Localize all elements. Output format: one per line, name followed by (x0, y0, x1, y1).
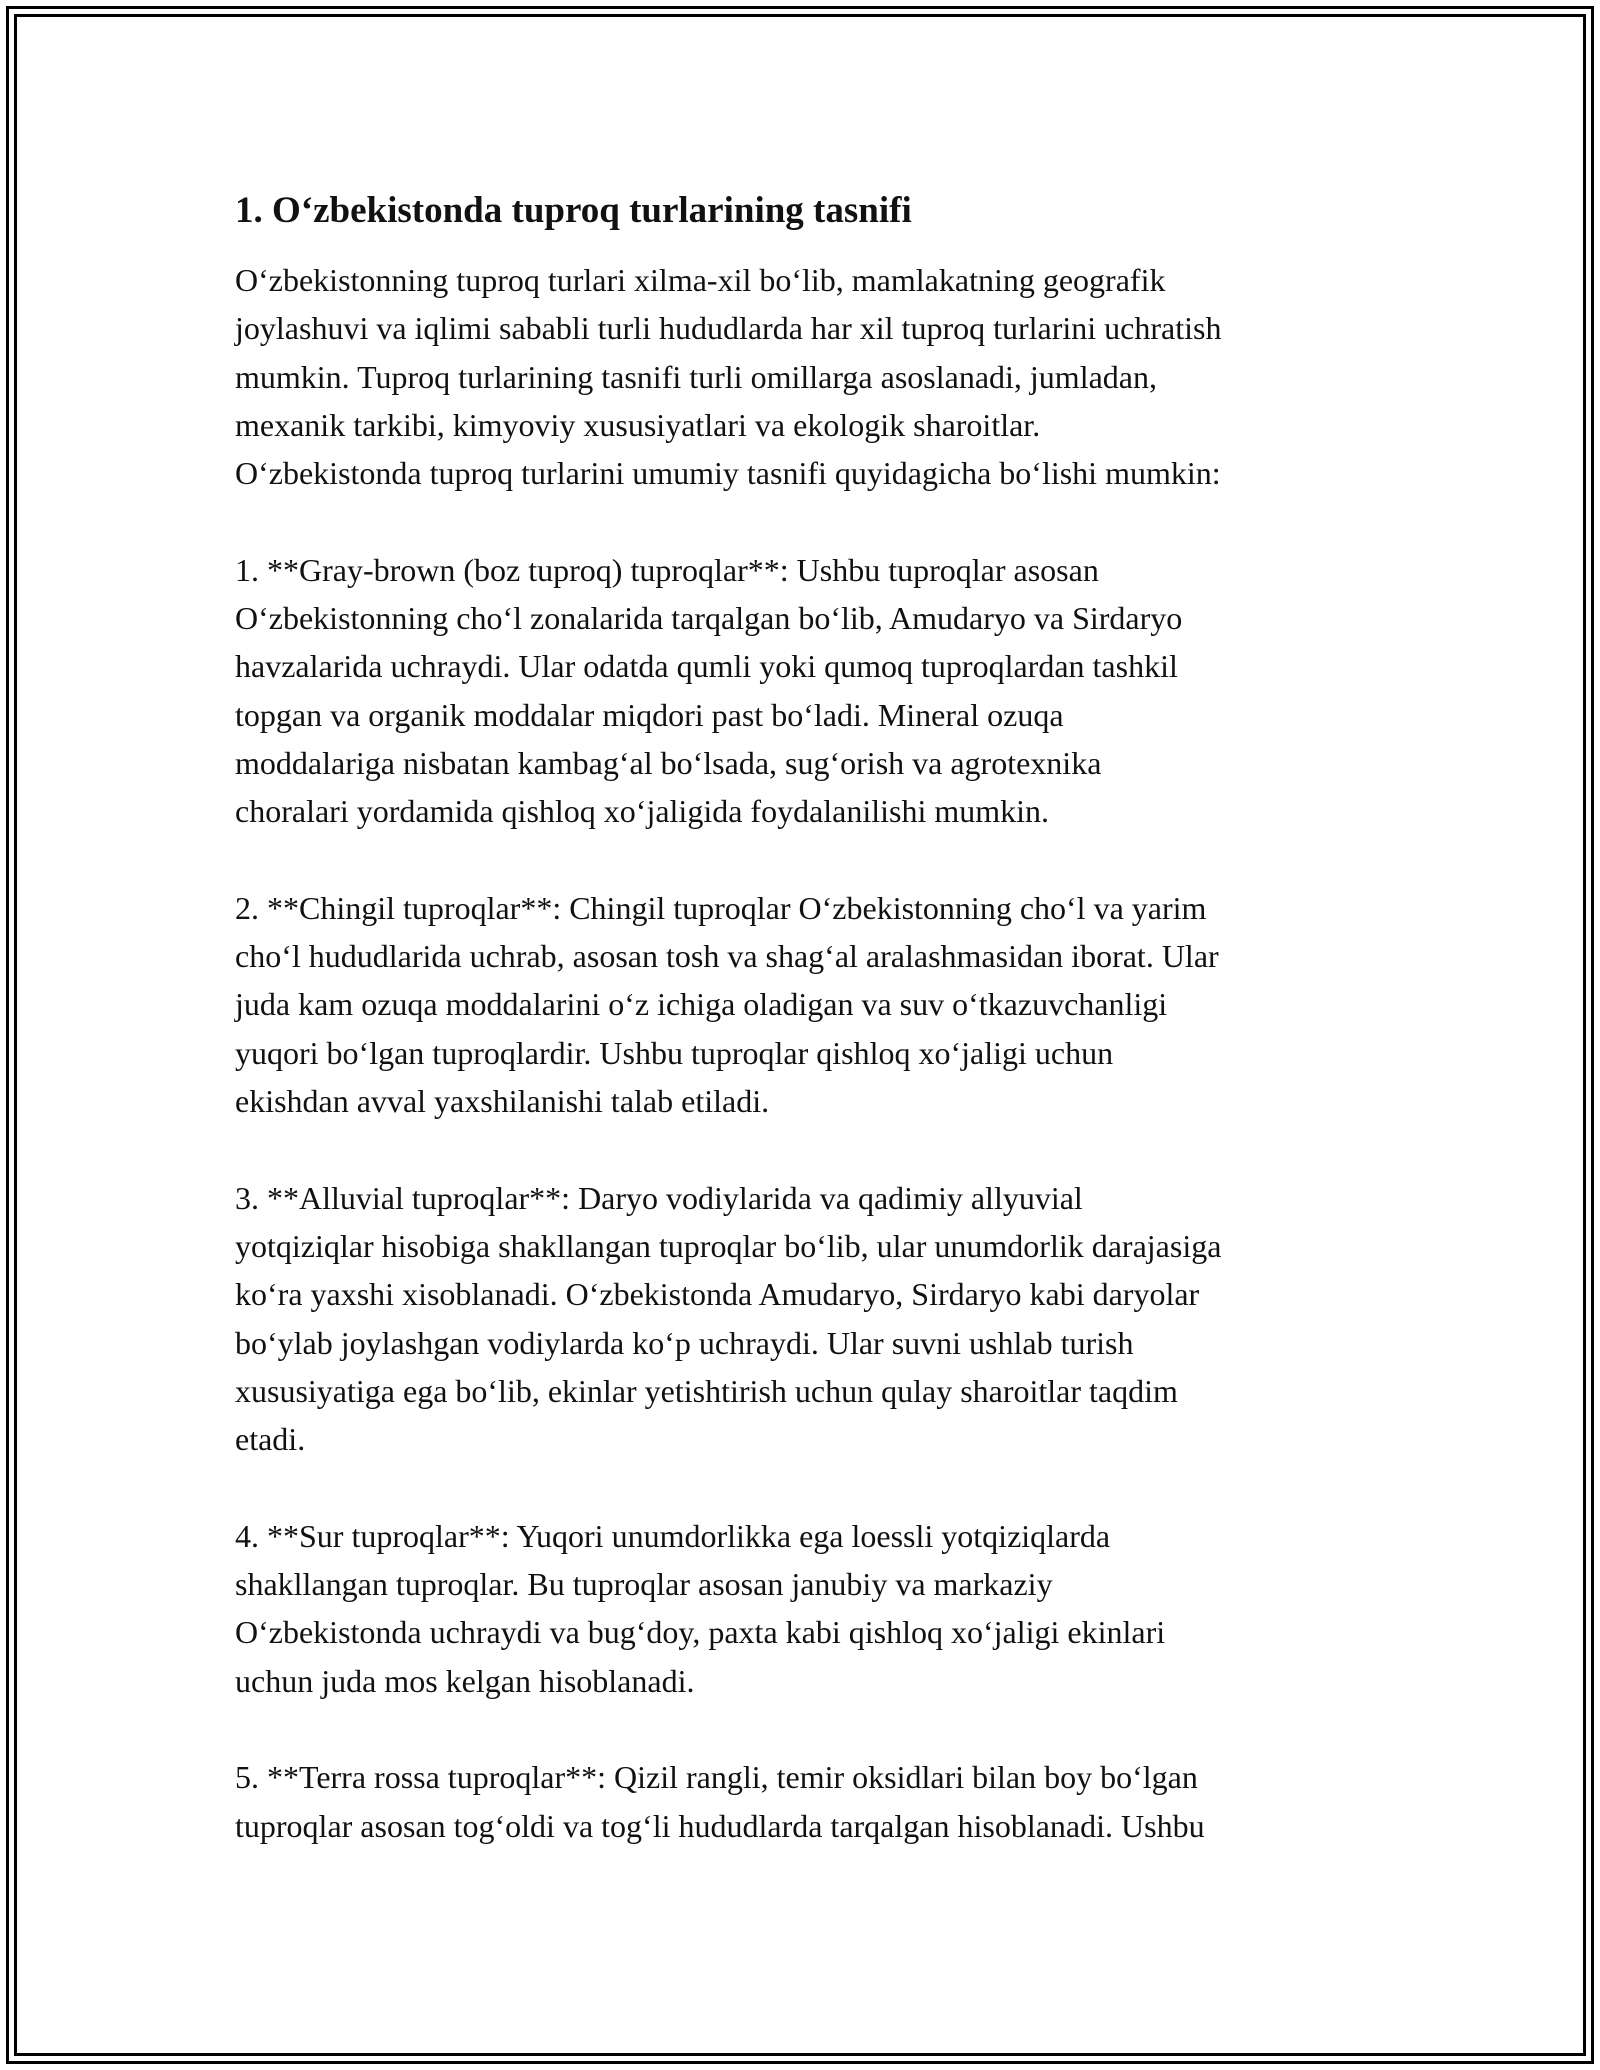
text-line: ekishdan avval yaxshilanishi talab etiladi. (235, 1083, 770, 1120)
text-line: choralari yordamida qishloq xoʻjaligida foydalanilishi mumkin. (235, 793, 1050, 830)
text-line: choʻl hududlarida uchrab, asosan tosh va shagʻal aralashmasidan iborat. Ular (235, 938, 1219, 975)
text-line: uchun juda mos kelgan hisoblanadi. (235, 1662, 695, 1699)
text-line: Oʻzbekistonning choʻl zonalarida tarqalgan boʻlib, Amudaryo va Sirdaryo (235, 600, 1183, 637)
document-body (235, 186, 1385, 1898)
list-item-sur (235, 1512, 1385, 1705)
text-line: topgan va organik moddalar miqdori past boʻladi. Mineral ozuqa (235, 696, 1064, 733)
text-line: yotqiziqlar hisobiga shakllangan tuproqlar boʻlib, ular unumdorlik darajasiga (235, 1227, 1222, 1264)
list-item-terra-rossa (235, 1753, 1385, 1850)
text-line: Oʻzbekistonning tuproq turlari xilma-xil boʻlib, mamlakatning geografik (235, 262, 1166, 298)
text-line: 2. **Chingil tuproqlar**: Chingil tuproqlar Oʻzbekistonning choʻl va yarim (235, 889, 1207, 926)
section-heading: 1. Oʻzbekistonda tuproq turlarining tasnifi (235, 190, 912, 231)
text-line: xususiyatiga ega boʻlib, ekinlar yetishtirish uchun qulay sharoitlar taqdim (235, 1372, 1178, 1409)
intro-paragraph (235, 256, 1385, 497)
text-line: koʻra yaxshi xisoblanadi. Oʻzbekistonda Amudaryo, Sirdaryo kabi daryolar (235, 1276, 1200, 1313)
text-line: Oʻzbekistonda tuproq turlarini umumiy tasnifi quyidagicha boʻlishi mumkin: (235, 455, 1221, 492)
text-line: joylashuvi va iqlimi sababli turli hududlarda har xil tuproq turlarini uchratish (235, 310, 1222, 347)
text-line: 5. **Terra rossa tuproqlar**: Qizil rangli, temir oksidlari bilan boy boʻlgan (235, 1759, 1198, 1796)
list-item-chingil (235, 884, 1385, 1125)
text-line: juda kam ozuqa moddalarini oʻz ichiga oladigan va suv oʻtkazuvchanligi (235, 986, 1168, 1023)
text-line: mexanik tarkibi, kimyoviy xususiyatlari va ekologik sharoitlar. (235, 406, 1041, 443)
text-line: 3. **Alluvial tuproqlar**: Daryo vodiylarida va qadimiy allyuvial (235, 1179, 1083, 1216)
text-line: Oʻzbekistonda uchraydi va bugʻdoy, paxta kabi qishloq xoʻjaligi ekinlari (235, 1614, 1166, 1651)
list-item-gray-brown (235, 546, 1385, 836)
text-line: tuproqlar asosan togʻoldi va togʻli hududlarda tarqalgan hisoblanadi. Ushbu (235, 1807, 1205, 1844)
text-line: shakllangan tuproqlar. Bu tuproqlar asosan janubiy va markaziy (235, 1566, 1053, 1603)
text-line: 1. **Gray-brown (boz tuproq) tuproqlar**: Ushbu tuproqlar asosan (235, 551, 1099, 588)
text-line: havzalarida uchraydi. Ular odatda qumli yoki qumoq tuproqlardan tashkil (235, 648, 1178, 685)
text-line: etadi. (235, 1421, 306, 1458)
text-line: 4. **Sur tuproqlar**: Yuqori unumdorlikka ega loessli yotqiziqlarda (235, 1517, 1111, 1554)
text-line: boʻylab joylashgan vodiylarda koʻp uchraydi. Ular suvni ushlab turish (235, 1324, 1134, 1361)
text-line: mumkin. Tuproq turlarining tasnifi turli omillarga asoslanadi, jumladan, (235, 358, 1157, 395)
list-item-alluvial (235, 1174, 1385, 1464)
text-line: moddalariga nisbatan kambagʻal boʻlsada, sugʻorish va agrotexnika (235, 744, 1102, 781)
text-line: yuqori boʻlgan tuproqlardir. Ushbu tuproqlar qishloq xoʻjaligi uchun (235, 1034, 1114, 1071)
